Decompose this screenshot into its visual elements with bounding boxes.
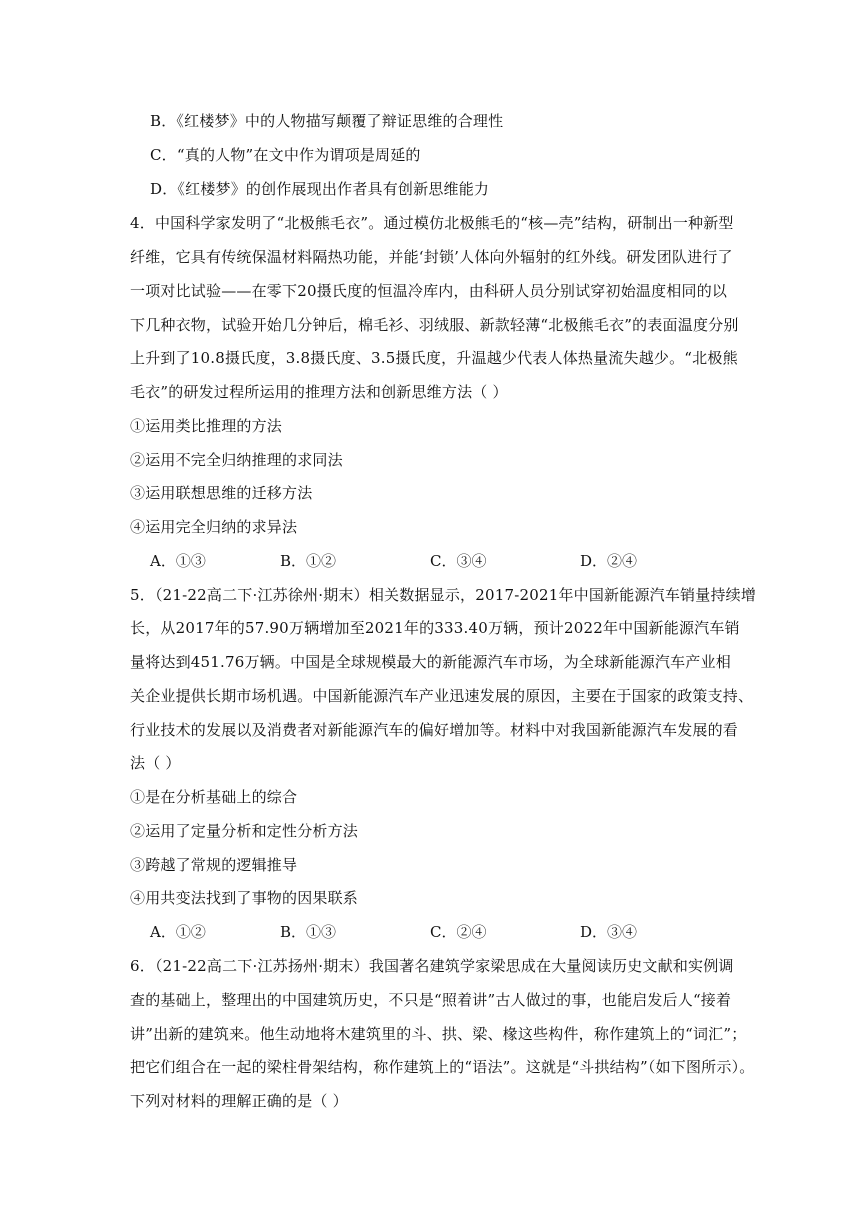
q4-stem-line: 一项对比试验——在零下20摄氏度的恒温冷库内，由科研人员分别试穿初始温度相同的以 bbox=[130, 282, 728, 300]
q5-item: ④用共变法找到了事物的因果联系 bbox=[130, 889, 359, 907]
q4-choices bbox=[150, 551, 740, 571]
q4-item: ②运用不完全归纳推理的求同法 bbox=[130, 451, 343, 469]
q5-item: ①是在分析基础上的综合 bbox=[130, 788, 298, 806]
q6-stem-line: 查的基础上，整理出的中国建筑历史，不只是“照着讲”古人做过的事，也能启发后人“接着 bbox=[130, 991, 732, 1009]
q3-option-d: D．《红楼梦》的创作展现出作者具有创新思维能力 bbox=[150, 180, 490, 198]
q4-choice-d: D．②④ bbox=[580, 552, 638, 570]
q4-stem-line: 上升到了10.8摄氏度，3.8摄氏度、3.5摄氏度，升温越少代表人体热量流失越少。“北极熊 bbox=[130, 349, 738, 367]
q5-stem-line: 法（ ） bbox=[130, 754, 181, 772]
q5-item: ③跨越了常规的逻辑推导 bbox=[130, 856, 298, 874]
q3-option-c: C．“真的人物”在文中作为谓项是周延的 bbox=[150, 146, 421, 164]
q5-choice-a: A．①② bbox=[150, 923, 206, 941]
q5-stem-line: 量将达到451.76万辆。中国是全球规模最大的新能源汽车市场，为全球新能源汽车产业相 bbox=[130, 653, 731, 671]
q5-stem-line: 5．（21-22高二下·江苏徐州·期末）相关数据显示，2017-2021年中国新能源汽车销量持续增 bbox=[130, 586, 757, 604]
q4-choice-b: B．①② bbox=[280, 552, 337, 570]
q6-stem-line: 下列对材料的理解正确的是（ ） bbox=[130, 1092, 348, 1110]
q5-stem-line: 长，从2017年的57.90万辆增加至2021年的333.40万辆，预计2022年中国新能源汽车销 bbox=[130, 619, 740, 637]
q4-item: ①运用类比推理的方法 bbox=[130, 417, 283, 435]
q4-stem-line: 毛衣”的研发过程所运用的推理方法和创新思维方法（ ） bbox=[130, 383, 508, 401]
q5-choice-b: B．①③ bbox=[280, 923, 337, 941]
q5-stem-line: 关企业提供长期市场机遇。中国新能源汽车产业迅速发展的原因，主要在于国家的政策支持、 bbox=[130, 687, 754, 705]
q4-item: ④运用完全归纳的求异法 bbox=[130, 518, 298, 536]
q4-stem-line: 纤维，它具有传统保温材料隔热功能，并能‘封锁’人体向外辐射的红外线。研发团队进行了 bbox=[130, 248, 733, 266]
q5-choice-c: C．②④ bbox=[430, 923, 487, 941]
q5-choices bbox=[150, 922, 740, 942]
q3-option-b: B．《红楼梦》中的人物描写颠覆了辩证思维的合理性 bbox=[150, 112, 504, 130]
q4-choice-c: C．③④ bbox=[430, 552, 487, 570]
q6-stem-line: 讲”出新的建筑来。他生动地将木建筑里的斗、拱、梁、椽这些构件，称作建筑上的“词汇”； bbox=[130, 1025, 747, 1043]
q4-item: ③运用联想思维的迁移方法 bbox=[130, 484, 313, 502]
q5-stem-line: 行业技术的发展以及消费者对新能源汽车的偏好增加等。材料中对我国新能源汽车发展的看 bbox=[130, 721, 739, 739]
q4-stem-line: 4．中国科学家发明了“北极熊毛衣”。通过模仿北极熊毛的“核—壳”结构，研制出一种新型 bbox=[130, 214, 734, 232]
q6-stem-line: 6．（21-22高二下·江苏扬州·期末）我国著名建筑学家梁思成在大量阅读历史文献和实例调 bbox=[130, 957, 734, 975]
q5-item: ②运用了定量分析和定性分析方法 bbox=[130, 822, 359, 840]
q5-choice-d: D．③④ bbox=[580, 923, 638, 941]
q4-stem-line: 下几种衣物，试验开始几分钟后，棉毛衫、羽绒服、新款轻薄“北极熊毛衣”的表面温度分别 bbox=[130, 316, 739, 334]
q4-choice-a: A．①③ bbox=[150, 552, 206, 570]
q6-stem-line: 把它们组合在一起的梁柱骨架结构，称作建筑上的“语法”。这就是“斗拱结构”（如下图所示）。 bbox=[130, 1058, 755, 1076]
